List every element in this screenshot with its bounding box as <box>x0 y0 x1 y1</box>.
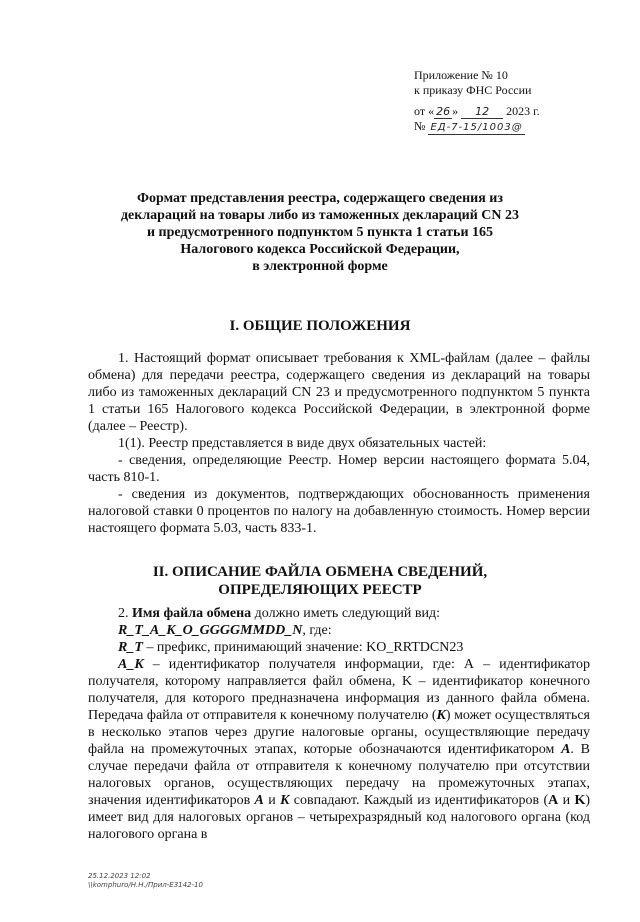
footer-line-2: \\komphuro/Н.Н./Прил-Е3142-10 <box>88 881 203 889</box>
section-1-heading-text: I. ОБЩИЕ ПОЛОЖЕНИЯ <box>229 318 411 334</box>
approval-block <box>414 68 614 135</box>
approval-line-2: к приказу ФНС России <box>414 83 532 97</box>
p2-bold: Имя файла обмена <box>132 606 252 621</box>
title-line-3: и предусмотренного подпунктом 5 пункта 1 статьи 165 <box>146 225 494 240</box>
date-year: 2023 г. <box>506 104 540 118</box>
footer-stamp <box>88 872 203 890</box>
paragraph-2 <box>88 605 590 622</box>
title-line-5: в электронной форме <box>252 259 388 274</box>
document-title <box>100 190 540 275</box>
id-k-2: K <box>280 793 290 808</box>
paragraph-1-1: 1(1). Реестр представляется в виде двух обязательных частей: <box>118 436 487 451</box>
date-mid: » <box>452 104 459 118</box>
id-text-c: . В случае передачи файла от отправителя к конечному получателю при отсутствии налоговых органов, осуществляющих передачу на промежуточных этапах, значения идентификаторов <box>88 742 590 808</box>
section-1-body <box>88 350 590 537</box>
paragraph-1-1-b: - сведения из документов, подтверждающих обоснованность применения налоговой ставки 0 процентов по налогу на добавленную стоимость. Номер версии настоящего формата 5.03, часть 833-1. <box>88 487 590 536</box>
id-a-1: А <box>561 742 571 757</box>
filename-pattern-rest: , где: <box>302 623 332 638</box>
paragraph-1: 1. Настоящий формат описывает требования к XML-файлам (далее – файлы обмена) для передачи реестра, содержащего сведения из деклараций на товары либо из таможенных деклараций CN 23 и предусмотренного подпунктом 5 пункта 1 статьи 165 Налогового кодекса Российской Федерации, в электронной форме (далее – Реестр). <box>88 351 590 434</box>
number-value: ЕД-7-15/1003@ <box>430 122 523 133</box>
approval-number <box>414 119 614 135</box>
id-k-3: K <box>574 793 586 808</box>
prefix-key: R_T <box>118 640 143 655</box>
section-2-body <box>88 605 590 843</box>
filename-pattern-line <box>88 622 590 639</box>
id-text-a: – идентификатор получателя информации, где: А – идентификатор получателя, которому направляется файл обмена, K – идентификатор конечного получателя, для которого предназначена информация из данного файла обмена. Передача файла от отправителя к конечному получателю ( <box>88 657 590 723</box>
p2-num: 2. <box>118 606 132 621</box>
number-prefix: № <box>414 119 426 133</box>
id-key: A_K <box>118 657 144 672</box>
id-text-d: совпадают. Каждый из идентификаторов ( <box>289 793 549 808</box>
paragraph-1-1-a: - сведения, определяющие Реестр. Номер версии настоящего формата 5.04, часть 810-1. <box>88 453 590 485</box>
id-text-e: ) имеет вид для налоговых органов – четырехразрядный код налогового органа (код налогового органа в <box>88 793 591 842</box>
p2-rest: должно иметь следующий вид: <box>251 606 441 621</box>
date-prefix: от « <box>414 104 435 118</box>
id-a-2: А <box>254 793 264 808</box>
title-line-2: деклараций на товары либо из таможенных деклараций CN 23 <box>120 208 520 223</box>
date-month: 12 <box>461 106 503 119</box>
section-2-heading-line-2: ОПРЕДЕЛЯЮЩИХ РЕЕСТР <box>218 582 422 598</box>
approval-date <box>414 104 614 119</box>
footer-line-1: 25.12.2023 12:02 <box>88 872 151 880</box>
approval-line-1: Приложение № 10 <box>414 68 508 82</box>
prefix-line <box>88 639 590 656</box>
section-2-heading-line-1: II. ОПИСАНИЕ ФАЙЛА ОБМЕНА СВЕДЕНИЙ, <box>152 564 488 580</box>
prefix-desc: – префикс, принимающий значение: KO_RRTDCN23 <box>142 640 464 655</box>
title-line-1: Формат представления реестра, содержащего сведения из <box>137 191 503 206</box>
section-2-heading <box>60 563 580 599</box>
title-line-4: Налогового кодекса Российской Федерации, <box>180 242 460 257</box>
id-and-1: и <box>263 793 281 808</box>
id-text-b: ) может осуществляться в несколько этапов через другие налоговые органы, осуществляющие передачу файла на промежуточных этапах, которые обозначаются идентификатором <box>88 708 590 757</box>
id-and-2: и <box>558 793 575 808</box>
filename-pattern: R_T_A_K_O_GGGGMMDD_N <box>118 623 303 638</box>
section-1-heading <box>60 317 580 335</box>
identifier-paragraph <box>88 656 590 843</box>
id-k-1: K <box>436 708 446 723</box>
id-a-3: A <box>548 793 559 808</box>
date-day: 26 <box>436 105 451 118</box>
